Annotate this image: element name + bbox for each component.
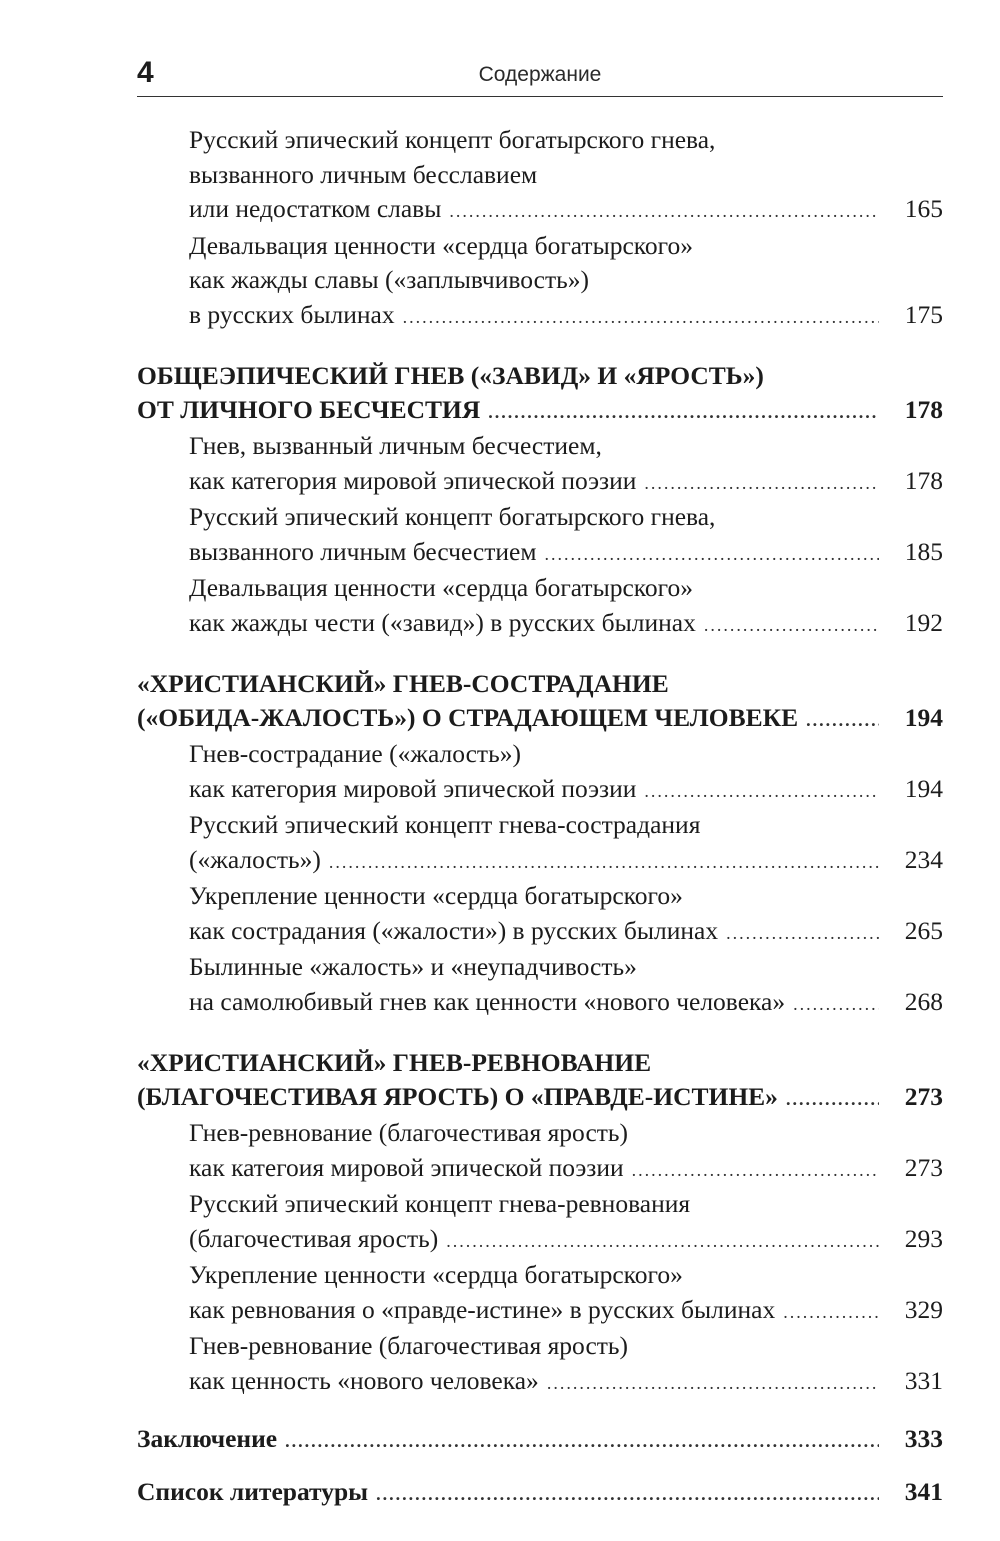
dot-leader [793, 987, 879, 1022]
toc-entry-title: «ХРИСТИАНСКИЙ» ГНЕВ-СОСТРАДАНИЕ [137, 669, 669, 698]
dot-leader [545, 537, 880, 572]
dot-leader [376, 1477, 879, 1512]
toc-subentry [137, 1187, 943, 1258]
toc-page-number: 293 [904, 1223, 943, 1253]
dot-leader [783, 1295, 879, 1330]
toc-line [189, 737, 943, 772]
toc-line [189, 571, 943, 606]
toc-entry-title: Девальвация ценности «сердца богатырского» [189, 573, 693, 602]
toc-entry-title: Заключение [137, 1424, 278, 1453]
toc-page-number: 234 [904, 844, 943, 874]
toc-line [189, 429, 943, 464]
toc-line [189, 985, 943, 1022]
toc-subentry [137, 1329, 943, 1400]
toc-entry-title: или недостатком славы [189, 194, 442, 223]
toc-entry-title: (благочестивая ярость) [189, 1223, 439, 1253]
toc-line [189, 1151, 943, 1188]
dot-leader [488, 395, 879, 429]
toc-line [137, 393, 943, 429]
toc-entry-title: Укрепление ценности «сердца богатырского» [189, 881, 683, 910]
dot-leader [726, 916, 879, 951]
toc-entry-title: Гнев, вызванный личным бесчестием, [189, 431, 602, 460]
toc-entry-title: «ХРИСТИАНСКИЙ» ГНЕВ-РЕВНОВАНИЕ [137, 1048, 652, 1077]
toc-line [189, 1258, 943, 1293]
toc-entry-title: Русский эпический концепт гнева-сострадания [189, 810, 701, 839]
toc-subentry [137, 571, 943, 642]
toc-entry-title: как сострадания («жалости») в русских былинах [189, 915, 719, 945]
toc-entry-title: Гнев-ревнование (благочестивая ярость) [189, 1118, 629, 1147]
toc-line [189, 1116, 943, 1151]
toc-entry-title: Список литературы [137, 1476, 369, 1506]
toc-line [189, 263, 943, 298]
toc-entry-title: (БЛАГОЧЕСТИВАЯ ЯРОСТЬ) О «ПРАВДЕ-ИСТИНЕ» [137, 1082, 778, 1111]
toc-line [189, 298, 943, 335]
toc-entry-title: в русских былинах [189, 299, 395, 329]
toc-section [137, 667, 943, 737]
toc-entry-title: ОТ ЛИЧНОГО БЕСЧЕСТИЯ [137, 395, 481, 424]
toc-entry-title: как жажды славы («заплывчивость») [189, 265, 589, 294]
dot-leader [632, 1153, 879, 1188]
toc-entry-title: Укрепление ценности «сердца богатырского» [189, 1260, 683, 1289]
toc-subentry [137, 229, 943, 335]
toc-line [189, 123, 943, 158]
toc-line [189, 1293, 943, 1330]
toc-page-number: 273 [904, 1152, 943, 1182]
toc-subentry [137, 879, 943, 950]
toc-line [189, 843, 943, 880]
toc-line [137, 359, 943, 393]
toc-line [137, 1080, 943, 1116]
toc-line [137, 701, 943, 737]
toc-entry-title: Русский эпический концепт богатырского гнева, [189, 125, 716, 154]
toc-line [189, 192, 943, 229]
dot-leader [449, 194, 879, 229]
toc-page-number: 329 [904, 1294, 943, 1324]
toc-section [137, 359, 943, 429]
toc-entry-title: как жажды чести («завид») в русских былинах [189, 607, 696, 637]
toc-subentry [137, 1116, 943, 1187]
page-number: 4 [137, 56, 154, 89]
table-of-contents [137, 123, 943, 1511]
dot-leader [704, 608, 879, 643]
toc-chapter [137, 1475, 943, 1512]
toc-line [189, 535, 943, 572]
toc-subentry [137, 808, 943, 879]
toc-entry-title: как ревнования о «правде-истине» в русских былинах [189, 1294, 776, 1324]
dot-leader [547, 1366, 879, 1401]
dot-leader [806, 703, 879, 737]
toc-page-number: 194 [904, 773, 943, 803]
toc-entry-title: («жалость») [189, 844, 321, 874]
toc-entry-title: как категория мировой эпической поэзии [189, 465, 637, 495]
toc-page-number: 165 [904, 194, 943, 223]
toc-section [137, 1046, 943, 1116]
toc-subentry [137, 500, 943, 571]
toc-line [137, 1046, 943, 1080]
toc-page-number: 268 [904, 986, 943, 1016]
toc-entry-title: («ОБИДА-ЖАЛОСТЬ») О СТРАДАЮЩЕМ ЧЕЛОВЕКЕ [137, 703, 799, 732]
toc-page-number: 273 [904, 1082, 943, 1111]
dot-leader [446, 1224, 879, 1259]
toc-line [137, 1422, 943, 1459]
toc-entry-title: как категория мировой эпической поэзии [189, 773, 637, 803]
toc-line [189, 229, 943, 264]
toc-entry-title: на самолюбивый гнев как ценности «нового человека» [189, 986, 786, 1016]
toc-page-number: 265 [904, 915, 943, 945]
toc-entry-title: Русский эпический концепт гнева-ревнования [189, 1189, 691, 1218]
toc-entry-title: Гнев-сострадание («жалость») [189, 739, 521, 768]
toc-subentry [137, 737, 943, 808]
toc-page-number: 185 [904, 536, 943, 566]
toc-line [189, 950, 943, 985]
toc-page-number: 194 [904, 703, 943, 732]
toc-line [137, 667, 943, 701]
toc-page-number: 333 [904, 1424, 943, 1453]
dot-leader [285, 1424, 879, 1459]
toc-line [137, 1475, 943, 1512]
dot-leader [786, 1082, 879, 1116]
toc-subentry [137, 123, 943, 229]
toc-entry-title: вызванного личным бесславием [189, 159, 538, 189]
toc-entry-title: вызванного личным бесчестием [189, 536, 537, 566]
toc-subentry [137, 429, 943, 500]
toc-line [189, 500, 943, 535]
toc-entry-title: как ценность «нового человека» [189, 1365, 539, 1395]
toc-subentry [137, 950, 943, 1021]
dot-leader [644, 774, 879, 809]
toc-line [189, 1329, 943, 1364]
dot-leader [644, 466, 879, 501]
toc-page-number: 178 [904, 395, 943, 424]
toc-chapter [137, 1422, 943, 1459]
toc-line [189, 606, 943, 643]
toc-entry-title: ОБЩЕЭПИЧЕСКИЙ ГНЕВ («ЗАВИД» И «ЯРОСТЬ») [137, 361, 764, 390]
toc-entry-title: Гнев-ревнование (благочестивая ярость) [189, 1331, 629, 1360]
toc-entry-title: Былинные «жалость» и «неупадчивость» [189, 952, 637, 981]
toc-line [189, 464, 943, 501]
toc-page-number: 192 [904, 607, 943, 637]
toc-page-number: 331 [904, 1365, 943, 1395]
toc-line [189, 1187, 943, 1222]
dot-leader [403, 300, 879, 335]
toc-line [189, 879, 943, 914]
toc-line [189, 1222, 943, 1259]
page-header [137, 56, 943, 97]
running-title: Содержание [478, 63, 602, 86]
toc-line [189, 1364, 943, 1401]
toc-page-number: 341 [904, 1476, 943, 1506]
toc-line [189, 808, 943, 843]
toc-line [189, 158, 943, 193]
toc-line [189, 914, 943, 951]
toc-entry-title: Русский эпический концепт богатырского гнева, [189, 502, 716, 531]
toc-line [189, 772, 943, 809]
toc-subentry [137, 1258, 943, 1329]
toc-entry-title: как категоия мировой эпической поэзии [189, 1152, 624, 1182]
toc-page-number: 178 [904, 465, 943, 495]
toc-entry-title: Девальвация ценности «сердца богатырского» [189, 230, 693, 260]
toc-page-number: 175 [904, 299, 943, 329]
dot-leader [329, 845, 879, 880]
